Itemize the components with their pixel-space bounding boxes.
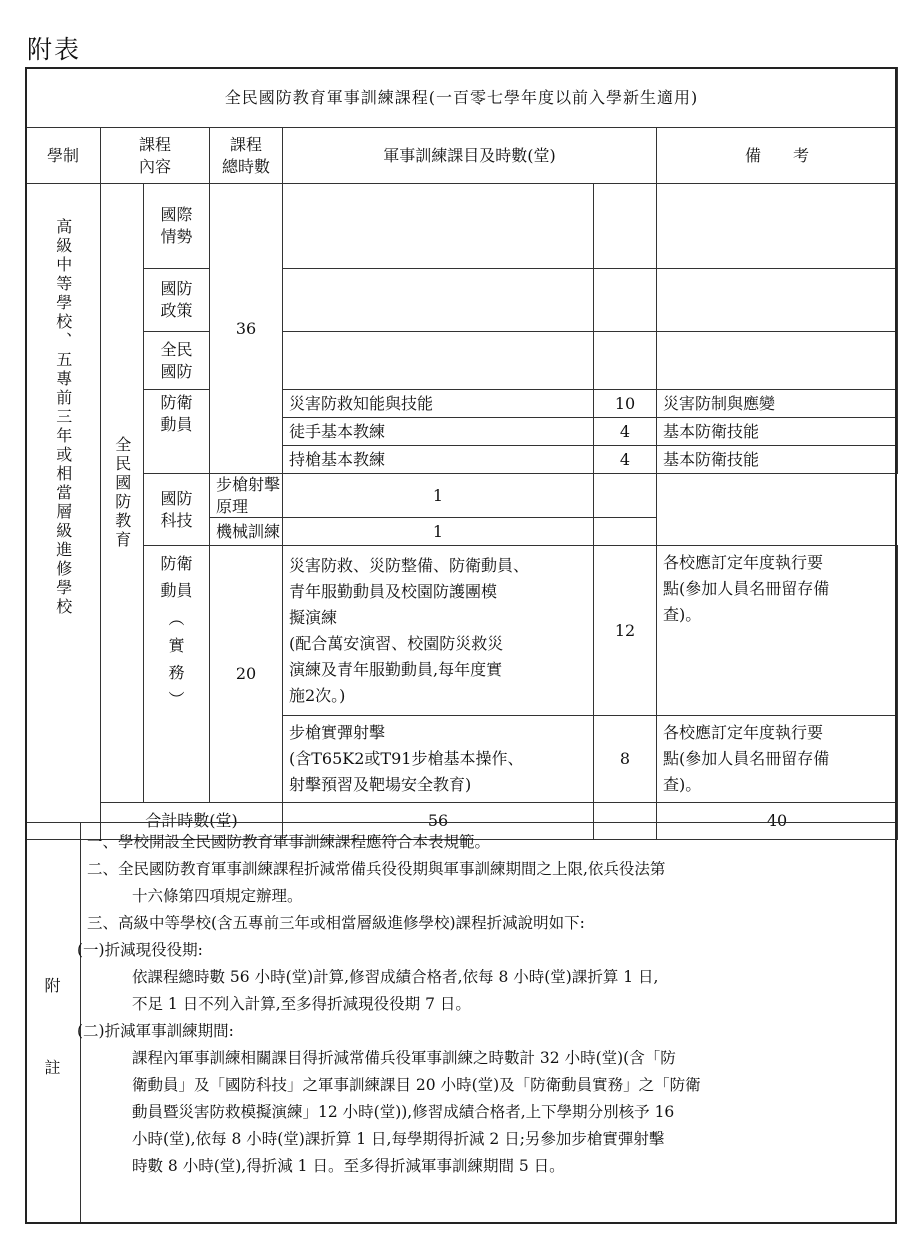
remark-value: 基本防衛技能 <box>657 446 898 474</box>
note-2-cont: 十六條第四項規定辦理。 <box>132 887 303 905</box>
header-course-content: 課程 內容 <box>101 128 210 184</box>
topic-fullpeople: 全民 國防 <box>144 332 210 390</box>
hours-drill: 12 <box>594 546 657 716</box>
note-sub2-line: 動員暨災害防救模擬演練」12 小時(堂)),修習成績合格者,上下學期分別核予 16 <box>132 1103 675 1121</box>
hours-value: 4 <box>594 418 657 446</box>
topic-intl: 國際 情勢 <box>144 184 210 269</box>
subject-row: 機械訓練 <box>210 518 283 546</box>
note-sub2-line: 課程內軍事訓練相關課目得折減常備兵役軍事訓練之時數計 32 小時(堂)(含「防 <box>132 1049 676 1067</box>
topic-mobilization: 防衛 動員 <box>144 390 210 474</box>
note-sub2-line: 時數 8 小時(堂),得折減 1 日。至多得折減軍事訓練期間 5 日。 <box>132 1157 565 1175</box>
school-system-text: 高級中等學校、五專前三年或相當層級進修學校 <box>53 217 73 617</box>
subject-shooting: 步槍實彈射擊 (含T65K2或T91步槍基本操作、 射擊預習及靶場安全教育) <box>283 716 594 803</box>
hours-group1: 36 <box>210 184 283 474</box>
notes-label: 附 註 <box>25 823 81 1224</box>
hours-value: 10 <box>594 390 657 418</box>
subject-row: 步槍射擊原理 <box>210 474 283 518</box>
note-3: 三、高級中等學校(含五專前三年或相當層級進修學校)課程折減說明如下: <box>87 914 585 932</box>
note-sub1-line: 依課程總時數 56 小時(堂)計算,修習成績合格者,依每 8 小時(堂)課折算 1 日, <box>132 968 659 986</box>
subject-row: 災害防救知能與技能 <box>283 390 594 418</box>
note-sub1-title: (一)折減現役役期: <box>77 941 203 959</box>
note-1: 一、學校開設全民國防教育軍事訓練課程應符合本表規範。 <box>87 833 491 851</box>
remark-value: 基本防衛技能 <box>657 418 898 446</box>
subject-row: 徒手基本教練 <box>283 418 594 446</box>
category-text: 全民國防教育 <box>112 435 132 550</box>
table-title: 全民國防教育軍事訓練課程(一百零七學年度以前入學新生適用) <box>26 68 898 128</box>
header-remarks: 備 考 <box>657 128 898 184</box>
remark-shooting: 各校應訂定年度執行要 點(參加人員名冊留存備 查)。 <box>657 716 898 803</box>
remark-value: 災害防制與應變 <box>657 390 898 418</box>
hours-value: 4 <box>594 446 657 474</box>
total-subject-hours: 40 <box>657 802 898 839</box>
total-label: 合計時數(堂) <box>101 802 283 839</box>
note-sub2-line: 衛動員」及「國防科技」之軍事訓練課目 20 小時(堂)及「防衛動員實務」之「防衛 <box>132 1076 701 1094</box>
total-course-hours: 56 <box>283 802 594 839</box>
hours-value: 1 <box>283 518 594 546</box>
subject-row: 持槍基本教練 <box>283 446 594 474</box>
note-sub1-line: 不足 1 日不列入計算,至多得折減現役役期 7 日。 <box>132 995 471 1013</box>
subject-drill: 災害防救、災防整備、防衛動員、 青年服勤動員及校園防護團模 擬演練 (配合萬安演習、校園防災救災 演練及青年服勤動員,每年度實 施2次。) <box>283 546 594 716</box>
header-subjects: 軍事訓練課目及時數(堂) <box>283 128 657 184</box>
header-school-system: 學制 <box>26 128 101 184</box>
note-sub2-line: 小時(堂),依每 8 小時(堂)課折算 1 日,每學期得折減 2 日;另參加步槍實彈射擊 <box>132 1130 665 1148</box>
outer-frame <box>25 67 897 1224</box>
hours-value: 1 <box>283 474 594 518</box>
remark-drill: 各校應訂定年度執行要 點(參加人員名冊留存備 查)。 <box>657 546 898 716</box>
topic-policy: 國防 政策 <box>144 269 210 332</box>
hours-group2: 20 <box>210 546 283 803</box>
topic-practice: 防衛 動員 ︵ 實 務 ︶ <box>144 546 210 803</box>
page-heading: 附表 <box>27 35 82 64</box>
topic-tech: 國防 科技 <box>144 474 210 546</box>
hours-shooting: 8 <box>594 716 657 803</box>
note-2: 二、全民國防教育軍事訓練課程折減常備兵役役期與軍事訓練期間之上限,依兵役法第 <box>87 860 666 878</box>
note-sub2-title: (二)折減軍事訓練期間: <box>77 1022 234 1040</box>
header-total-hours: 課程 總時數 <box>210 128 283 184</box>
